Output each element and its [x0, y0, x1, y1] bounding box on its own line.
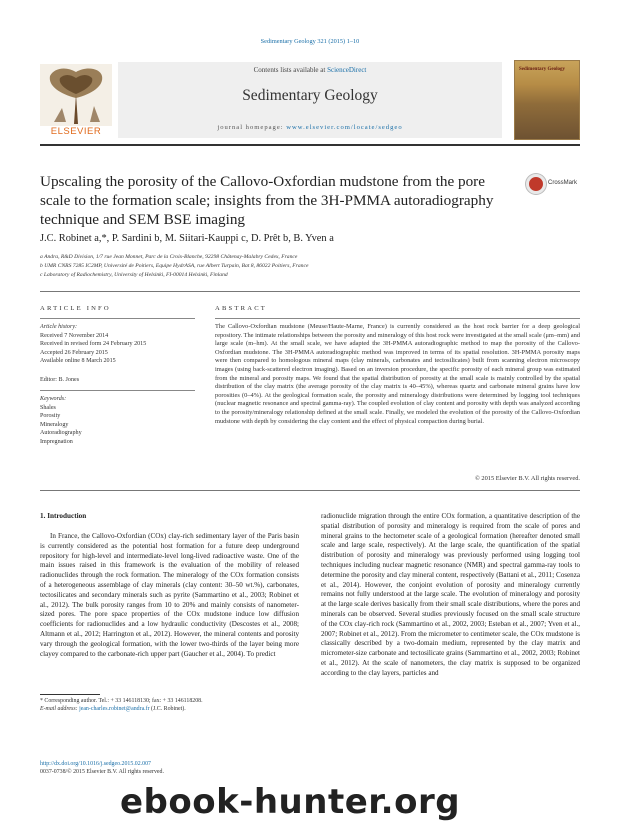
journal-homepage [118, 124, 502, 131]
sciencedirect-link[interactable]: ScienceDirect [327, 66, 367, 74]
homepage-prefix: journal homepage: [217, 124, 287, 131]
contents-prefix: Contents lists available at [253, 66, 328, 74]
article-info-rule [40, 318, 195, 319]
publisher-name: ELSEVIER [50, 126, 102, 137]
email-label: E-mail address: [40, 706, 80, 712]
article-history [40, 323, 200, 366]
abstract-text: The Callovo-Oxfordian mudstone (Meuse/Haute-Marne, France) is currently considered as the host rock barrier for a deep geological repository. The intimate relationships between the porosity and mineralogy of this host rock were investigated at the small scale (μm–mm) and large scale (m–hm). At the small scale, we have adapted the 3H-PMMA autoradiographic method to map the porosity of the Callovo-Oxfordian mudstone. The 3H-PMMA autoradiographic method was improved in terms of its spatial resolution. 3H-PMMA porosity maps were then compared to homologous mineral maps (clay minerals, carbonates and tectosilicates) built from scanning electron microscopy images (using back-scattered electron imaging). Based on an inversion procedure, the specific porosity of each mineral group was estimated from the mineral and porosity maps. We found that the spatial distribution of porosity at the small scale is mainly controlled by the spatial distribution of the clay matrix (the average porosity of the clay matrix is 40–45%), whereas quartz and carbonate mineral grains have low porosities (0–4%). At the geological formation scale, the porosity and mineralogy distributions were determined by logging tool techniques (nuclear magnetic resonance and spectral gamma-ray). The coupled evolution of clay content and porosity with depth was analyzed according to the porosity/mineralogy relationship defined at the small scale. Finally, we modeled the evolution of the porosity of the Callovo-Oxfordian mudstone with depth by considering the clay content and the effect of physical compaction during burial. [215, 323, 580, 425]
article-info-heading: ARTICLE INFO [40, 305, 111, 312]
history-revised: Received in revised form 24 February 2015 [40, 341, 147, 347]
keywords-block [40, 395, 200, 446]
corresponding-author: * Corresponding author. Tel.: + 33 146118130; fax: + 33 146118208. [40, 698, 203, 704]
keyword: Porosity [40, 413, 61, 419]
affiliation-a: a Andra, R&D Division, 1/7 rue Jean Monnet, Parc de la Croix-Blanche, 92298 Châtenay-Malabry Cedex, France [40, 254, 298, 260]
section-heading-introduction: 1. Introduction [40, 512, 87, 520]
journal-name: Sedimentary Geology [242, 87, 378, 104]
intro-left-column: In France, the Callovo-Oxfordian (COx) clay-rich sedimentary layer of the Paris basin is currently considered as the potential host formation for a future deep underground repository for high-level and intermediate-level long-lived radioactive waste. One of the main issues raised in this framework is the evaluation of the mobility of released radionuclides through the rock formation. The mineralogy of the COx formation consists of a heterogeneous assemblage of clay minerals (clay content: 30–50 wt.%), carbonates, tectosilicates and secondary minerals such as pyrite (Sammartino et al., 2003; Robinet et al., 2012). The bulk porosity ranges from 10 to 20% and mainly consists of nanometer-sized pores. The pore space properties of the COx mudstone induce low diffusion coefficients for radionuclides and a low hydraulic conductivity (Descostes et al., 2008; Altmann et al., 2012; Harrington et al., 2012). However, the mineral contents and porosity vary through the geological formation, with the lower two-thirds of the layer being more clayey compared to the carbonate-rich upper part (Gaucher et al., 2004). To predict [40, 532, 299, 658]
abstract-rule [215, 318, 580, 319]
footnote-rule [40, 694, 100, 695]
keywords-rule [40, 390, 195, 391]
history-label: Article history: [40, 324, 78, 330]
cover-title: Sedimentary Geology [519, 67, 565, 72]
homepage-url[interactable]: www.elsevier.com/locate/sedgeo [286, 124, 403, 131]
editor-line: Editor: B. Jones [40, 377, 80, 383]
crossmark-icon[interactable] [526, 174, 546, 194]
keyword: Mineralogy [40, 421, 69, 428]
article-title: Upscaling the porosity of the Callovo-Oxfordian mudstone from the pore scale to the formation scale; insights from the 3H-PMMA autoradiography technique and SEM BSE imaging [40, 173, 494, 228]
abstract-divider [40, 490, 580, 491]
journal-citation[interactable]: Sedimentary Geology 321 (2015) 1–10 [260, 38, 360, 45]
issn-line: 0037-0738/© 2015 Elsevier B.V. All rights reserved. [40, 769, 164, 775]
email-link[interactable]: jean-charles.robinet@andra.fr [79, 706, 150, 712]
keyword: Shales [40, 404, 56, 411]
footnote [40, 697, 299, 713]
keyword: Impregnation [40, 438, 73, 445]
journal-cover-image [514, 60, 580, 140]
affiliation-c: c Laboratory of Radiochemistry, University of Helsinki, FI-00014 Helsinki, Finland [40, 272, 228, 278]
header-divider [40, 144, 580, 146]
keyword: Autoradiography [40, 430, 82, 436]
history-received: Received 7 November 2014 [40, 332, 109, 339]
email-line [40, 705, 299, 713]
crossmark-label[interactable]: CrossMark [548, 180, 578, 186]
abstract-copyright: © 2015 Elsevier B.V. All rights reserved. [474, 475, 580, 482]
author-list: J.C. Robinet a,*, P. Sardini b, M. Siitari-Kauppi c, D. Prêt b, B. Yven a [40, 233, 334, 244]
abstract-heading: ABSTRACT [215, 305, 268, 312]
doi-link[interactable]: http://dx.doi.org/10.1016/j.sedgeo.2015.02.007 [40, 761, 151, 767]
watermark: ebook-hunter.org [120, 782, 461, 822]
keywords-label: Keywords: [40, 396, 67, 402]
affiliation-b: b UMR CNRS 7285 IC2MP, Université de Poitiers, Equipe HydrASA, rue Albert Turpain, Bat 8, 86022 Poitiers, France [40, 263, 309, 269]
contents-line [118, 66, 502, 74]
history-accepted: Accepted 26 February 2015 [40, 349, 108, 356]
doi-block [40, 760, 164, 776]
intro-right-column: radionuclide migration through the entire COx formation, a quantitative description of the spatial distribution of porosity and mineralogy is required from the scale of pores and mineral grains to the hectometer scale of a geological formation (hereafter denoted small scale and large scale, respectively). At the large scale, the quantification of the spatial distribution of porosity and mineralogy was previously performed using logging tool techniques including nuclear magnetic resonance (NMR) and spectral gamma-ray tools to determine the porosity and clay mineral content, respectively (Battani et al., 2011; Cosenza et al., 2014). However, the conjoint evolution of porosity and mineralogy currently remains not fully understood at the large scale. The evolution of mineralogy and porosity at the large scale derives basically from their small scale distributions, where the pores and minerals can be observed. Several studies previously focused on the small scale structure of the COx clay-rich rock (Sammartino et al., 2002, 2003; Esteban et al., 2007; Yven et al., 2007; Robinet et al., 2012). From the micrometer to centimeter scale, the COx mudstone is classically described by a two-domain medium, represented by the clay matrix and micrometer-size carbonate and tectosilicate grains (Sammartino et al., 2002, 2003; Robinet et al., 2012). At the scale of nanometers, the clay matrix is supposed to be organized according to the clay layers, particles and [321, 512, 580, 677]
history-online: Available online 8 March 2015 [40, 358, 116, 364]
email-suffix: (J.C. Robinet). [149, 706, 186, 712]
affiliation-divider [40, 291, 580, 292]
